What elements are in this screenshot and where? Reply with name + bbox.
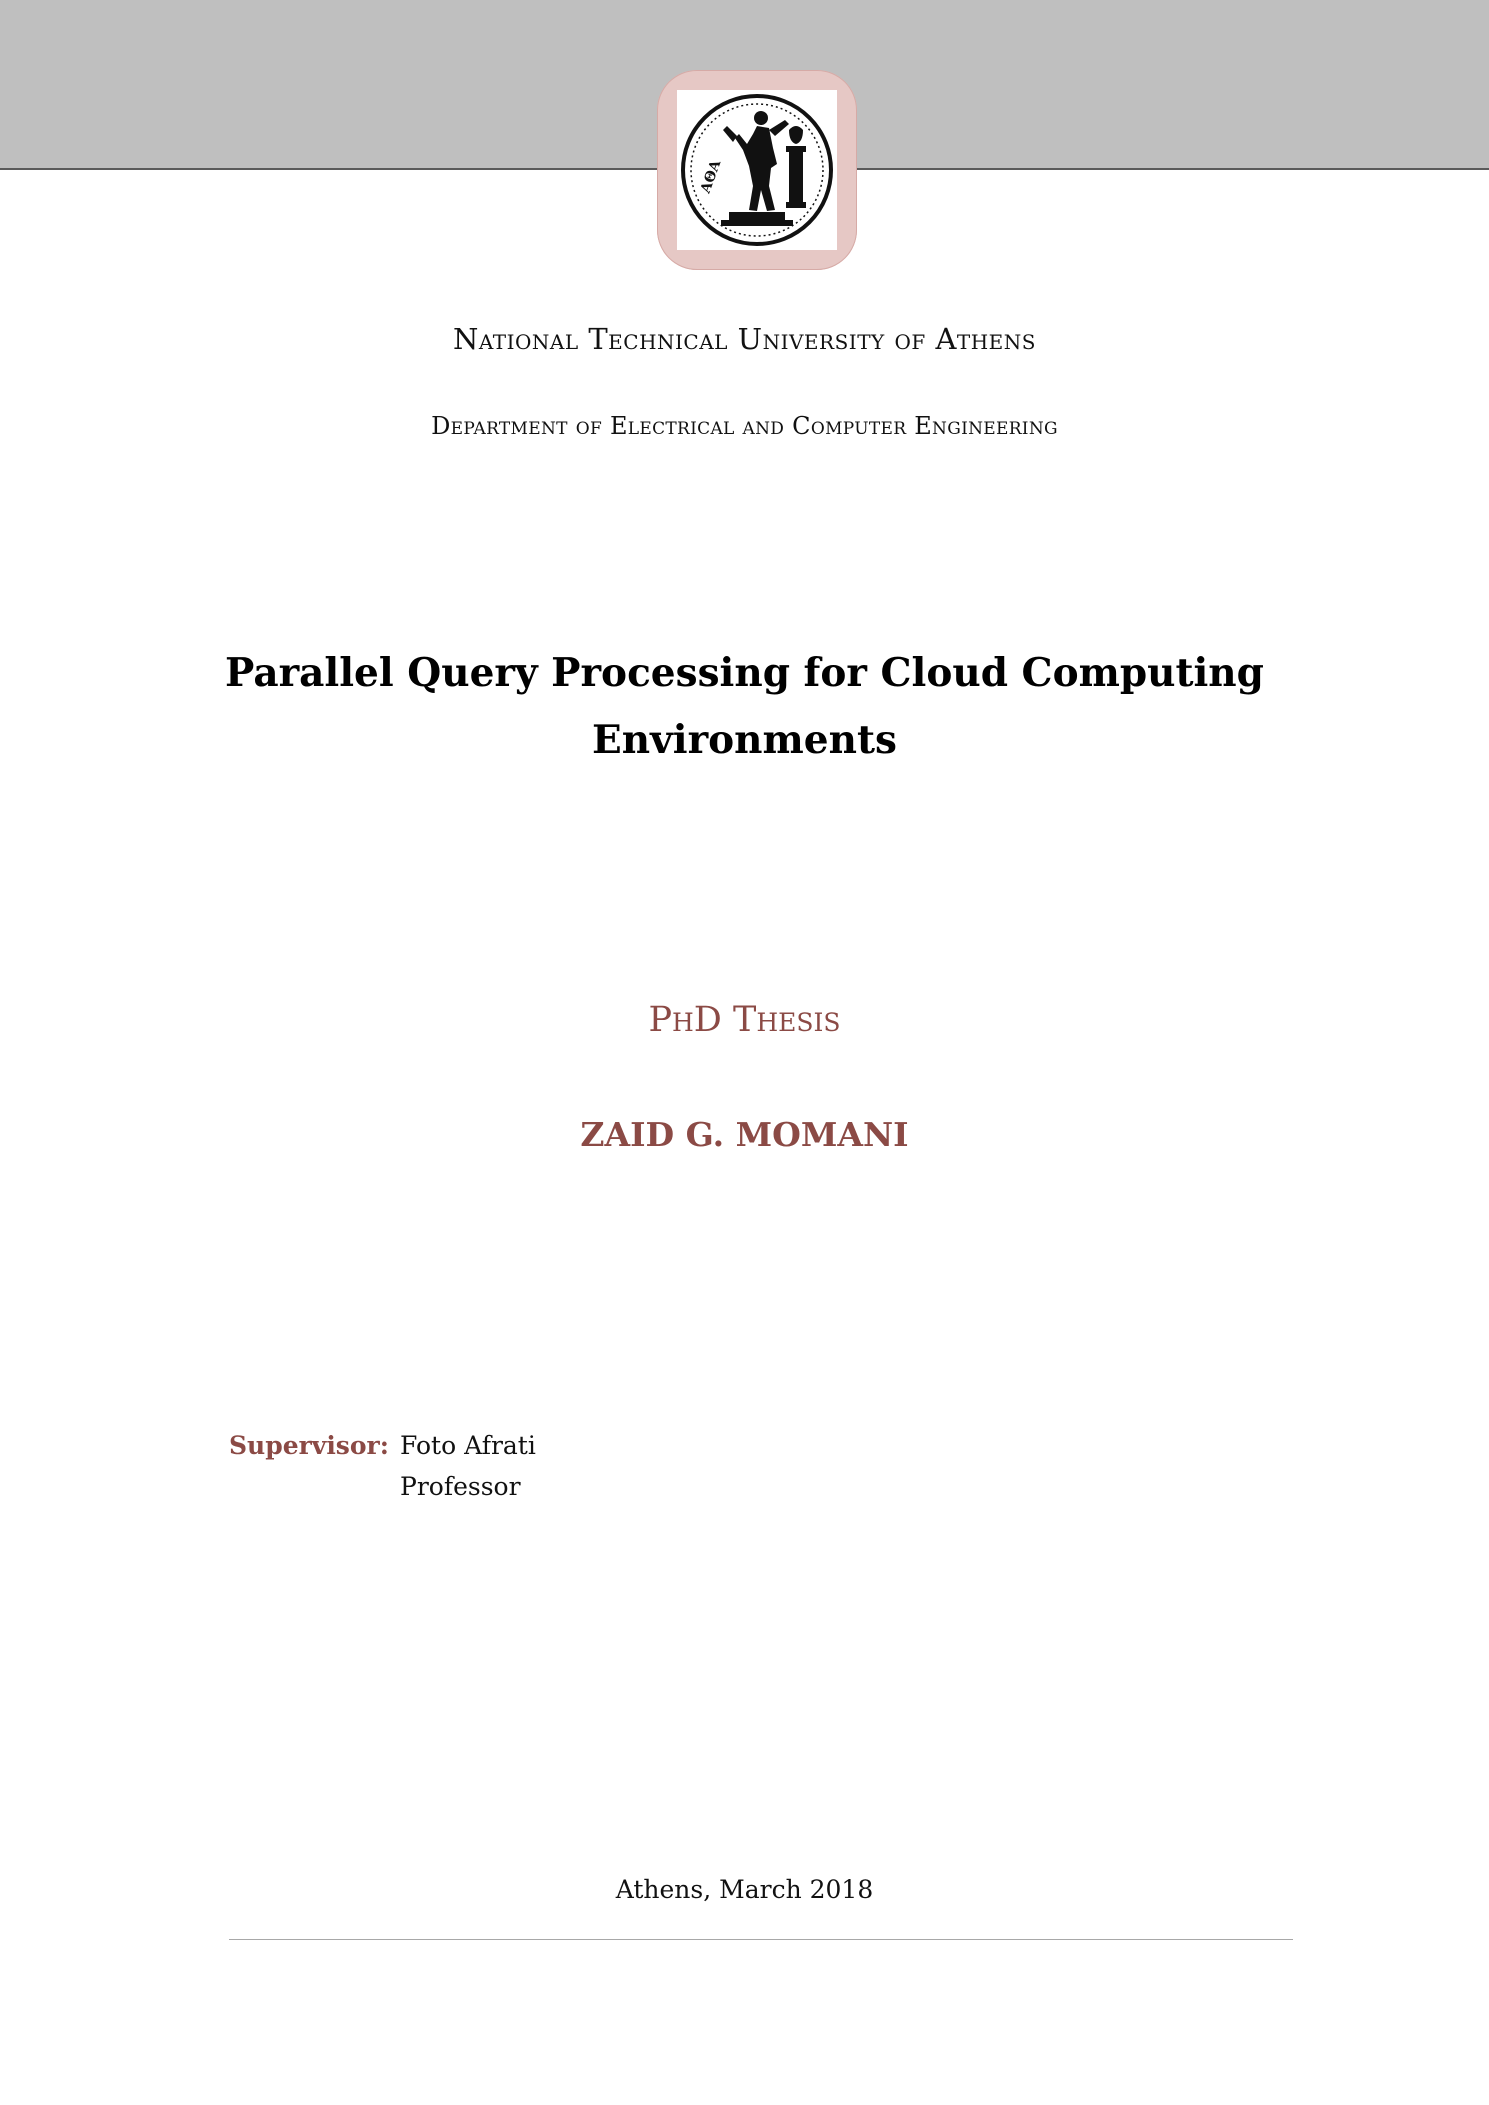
thesis-title-line-1: Parallel Query Processing for Cloud Computing [225,650,1264,696]
supervisor-label: Supervisor: [229,1431,389,1460]
university-seal-icon [677,90,837,250]
thesis-title-line-2: Environments [592,717,897,763]
supervisor-name: Foto Afrati [400,1431,536,1460]
logo-frame [657,70,857,270]
supervisor-title: Professor [400,1472,521,1501]
department-name: Department of Electrical and Computer Engineering [431,412,1058,440]
place-date: Athens, March 2018 [615,1875,874,1904]
footer-divider [229,1939,1293,1940]
thesis-type: PhD Thesis [648,1000,841,1040]
university-name: National Technical University of Athens [453,322,1036,356]
seal-lettering: ΑΘΑ [697,158,725,196]
author-name: ZAID G. MOMANI [580,1115,909,1154]
thesis-title [0,640,1489,774]
